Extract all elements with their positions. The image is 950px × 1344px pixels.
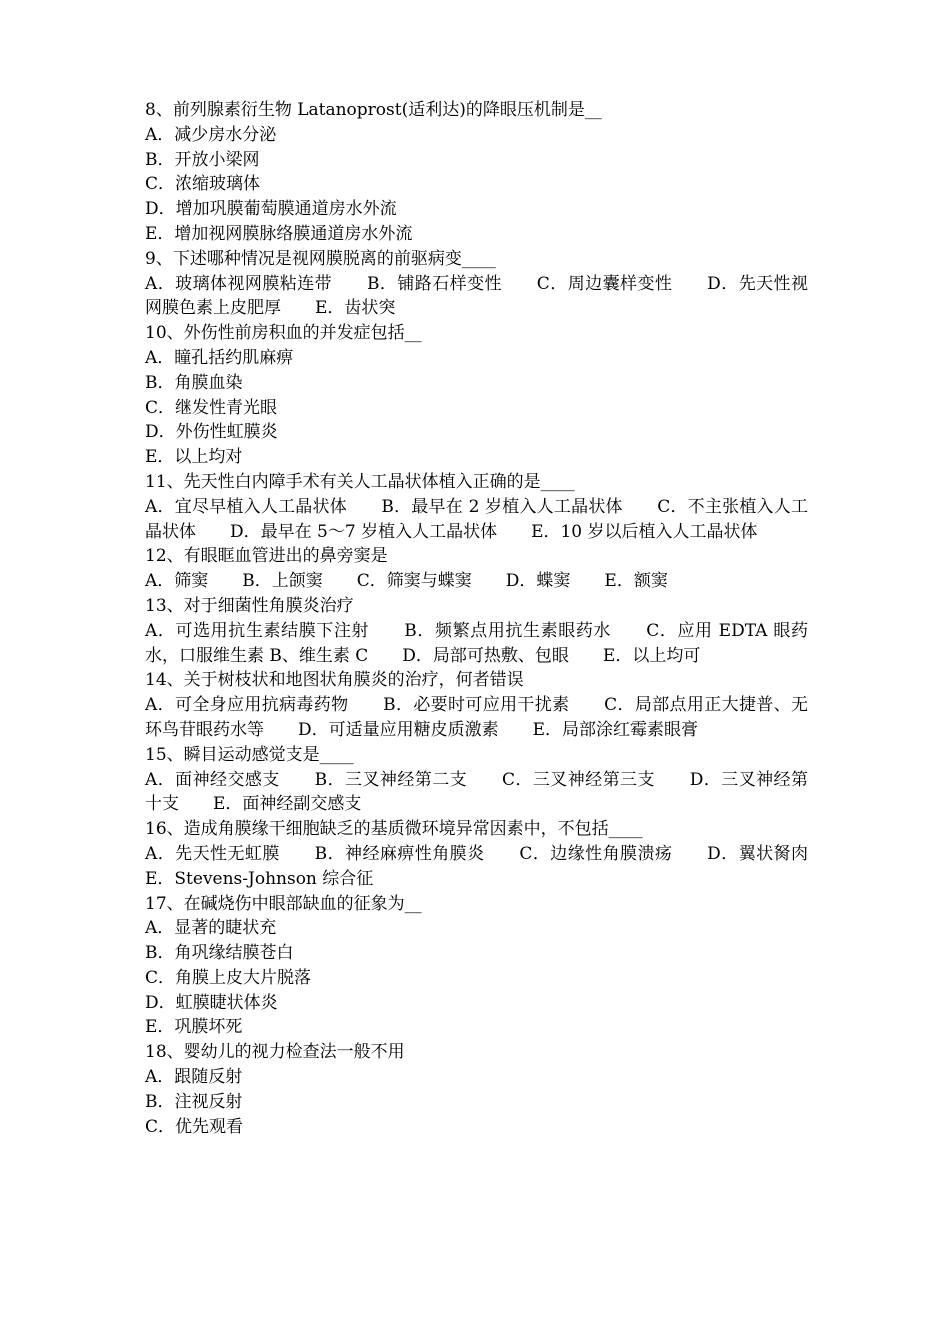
question-stem: 12、有眼眶血管进出的鼻旁窦是 [145, 546, 388, 567]
options-paragraph: A．面神经交感支 B．三叉神经第二支 C．三叉神经第三支 D．三叉神经第十支 E．面神经副交感支 [145, 769, 808, 815]
options-paragraph: A．玻璃体视网膜粘连带 B．铺路石样变性 C．周边囊样变性 D．先天性视网膜色素上皮肥厚 E．齿状突 [145, 273, 808, 319]
question-stem: 18、婴幼儿的视力检查法一般不用 [145, 1042, 405, 1063]
question-8 [145, 98, 808, 247]
question-18 [145, 1040, 808, 1139]
option-d: D．外伤性虹膜炎 [145, 422, 278, 443]
option-b: B．角巩缘结膜苍白 [145, 943, 294, 964]
question-11 [145, 470, 808, 544]
options-paragraph: A．可全身应用抗病毒药物 B．必要时可应用干扰素 C．局部点用正大捷普、无环鸟苷眼药水等 D．可适量应用糖皮质激素 E．局部涂红霉素眼膏 [145, 695, 808, 740]
question-stem: 17、在碱烧伤中眼部缺血的征象为__ [145, 893, 422, 914]
question-stem: 9、下述哪种情况是视网膜脱离的前驱病变____ [145, 248, 496, 269]
options-paragraph: A．筛窦 B．上颌窦 C．筛窦与蝶窦 D．蝶窦 E．额窦 [145, 571, 668, 592]
option-a: A．减少房水分泌 [145, 124, 277, 145]
options-paragraph: A．先天性无虹膜 B．神经麻痹性角膜炎 C．边缘性角膜溃疡 D．翼状胬肉 E．Stevens-Johnson 综合征 [145, 843, 842, 889]
question-stem: 14、关于树枝状和地图状角膜炎的治疗，何者错误 [145, 670, 524, 691]
option-b: B．注视反射 [145, 1091, 243, 1112]
question-17 [145, 892, 808, 1041]
question-14 [145, 668, 808, 742]
options-paragraph: A．可选用抗生素结膜下注射 B．频繁点用抗生素眼药水 C．应用 EDTA 眼药水，口服维生素 B、维生素 C D．局部可热敷、包眼 E．以上均可 [145, 620, 808, 666]
question-stem: 8、前列腺素衍生物 Latanoprost(适利达)的降眼压机制是__ [145, 100, 602, 120]
option-e: E．增加视网膜脉络膜通道房水外流 [145, 223, 413, 244]
option-c: C．浓缩玻璃体 [145, 174, 261, 195]
option-c: C．继发性青光眼 [145, 397, 278, 418]
question-13 [145, 594, 808, 668]
option-b: B．角膜血染 [145, 372, 243, 393]
option-c: C．优先观看 [145, 1116, 244, 1137]
question-10 [145, 321, 808, 470]
option-e: E．以上均对 [145, 447, 243, 468]
question-stem: 13、对于细菌性角膜炎治疗 [145, 595, 354, 616]
option-a: A．瞳孔括约肌麻痹 [145, 347, 294, 368]
question-15 [145, 743, 808, 817]
option-d: D．虹膜睫状体炎 [145, 992, 278, 1013]
option-a: A．显著的睫状充 [145, 918, 277, 939]
question-12 [145, 544, 808, 594]
option-b: B．开放小梁网 [145, 149, 260, 170]
question-stem: 11、先天性白内障手术有关人工晶状体植入正确的是____ [145, 471, 575, 492]
question-list [145, 98, 842, 1139]
option-e: E．巩膜坏死 [145, 1017, 243, 1038]
question-stem: 16、造成角膜缘干细胞缺乏的基质微环境异常因素中，不包括____ [145, 819, 643, 840]
option-d: D．增加巩膜葡萄膜通道房水外流 [145, 199, 397, 220]
question-9 [145, 247, 808, 321]
question-stem: 15、瞬目运动感觉支是____ [145, 744, 354, 765]
question-16 [145, 817, 842, 891]
option-a: A．跟随反射 [145, 1067, 243, 1088]
question-stem: 10、外伤性前房积血的并发症包括__ [145, 323, 422, 344]
option-c: C．角膜上皮大片脱落 [145, 967, 312, 988]
options-paragraph: A．宜尽早植入人工晶状体 B．最早在 2 岁植入人工晶状体 C．不主张植入人工晶状体 D．最早在 5～7 岁植入人工晶状体 E．10 岁以后植入人工晶状体 [145, 496, 808, 542]
